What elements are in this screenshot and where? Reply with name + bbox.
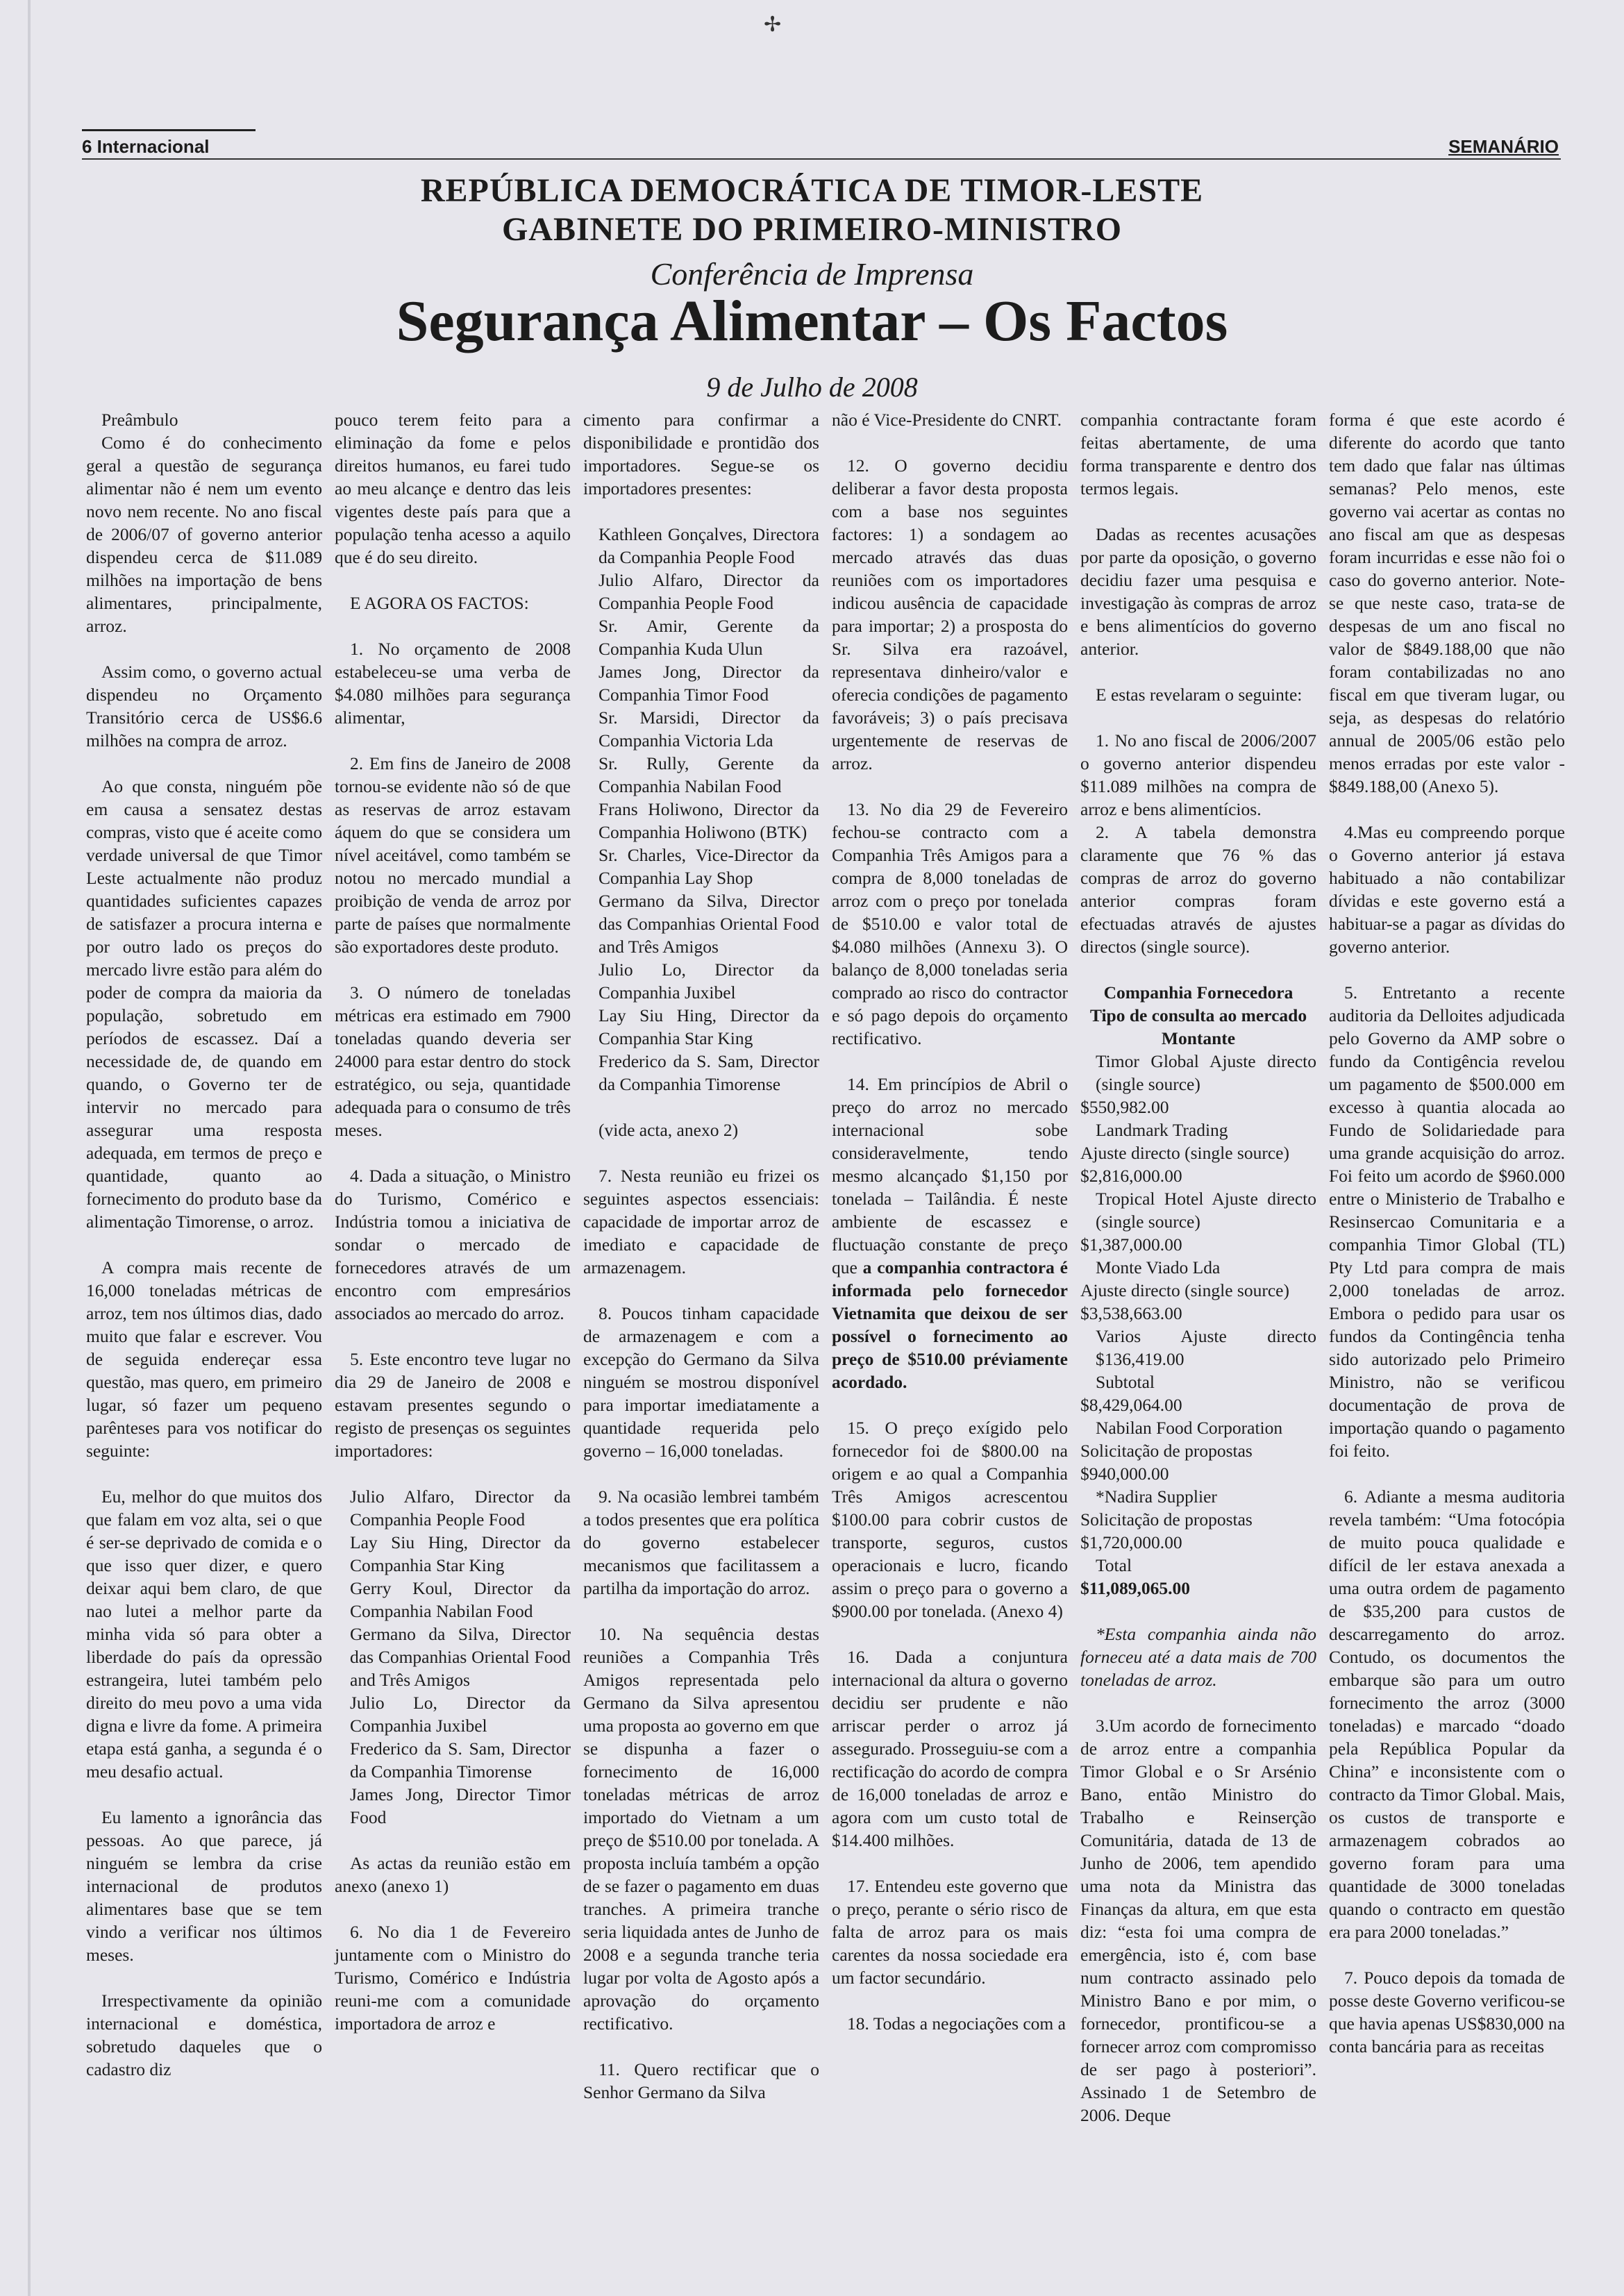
- paragraph: Dadas as recentes acusações por parte da oposição, o governo decidiu fazer uma pesquisa e investigação às compras de arroz e bens alimentícios do governo anterior.: [1080, 524, 1316, 659]
- section-label: 6 Internacional: [82, 136, 210, 157]
- paragraph: 8. Poucos tinham capacidade de armazenagem e com a excepção do Germano da Silva ninguém se mostrou disponível para importar imediatamente a quantidade requerida pelo governo – 16,000 toneladas.: [583, 1303, 819, 1461]
- table-total: $11,089,065.00: [1080, 1578, 1190, 1598]
- list-item: Julio Alfaro, Director da Companhia People Food: [598, 570, 819, 613]
- list-item: Frederico da S. Sam, Director da Companhia Timorense: [350, 1738, 571, 1782]
- table-row: Timor Global Ajuste directo (single source): [1096, 1051, 1316, 1094]
- column-4: [832, 408, 1068, 2035]
- table-header: Tipo de consulta ao mercado: [1089, 1005, 1307, 1025]
- list-item: Sr. Charles, Vice-Director da Companhia Lay Shop: [598, 845, 819, 888]
- paragraph: 2. Em fins de Janeiro de 2008 tornou-se evidente não só de que as reservas de arroz estavam áquem do que se considera um nível aceitável, como também se notou no mercado mundial a proibição de venda de arroz por parte de países que normalmente são exportadores deste produto.: [335, 753, 571, 957]
- table-row: $1,387,000.00: [1080, 1234, 1182, 1255]
- paragraph: 4.Mas eu compreendo porque o Governo anterior já estava habituado a não contabilizar dívidas e este governo está a habituar-se a pagar as dívidas do governo anterior.: [1329, 822, 1565, 957]
- list-item: James Jong, Director da Companhia Timor Food: [598, 662, 819, 705]
- table-row: *Nadira Supplier: [1096, 1486, 1217, 1507]
- list-item: Sr. Rully, Gerente da Companhia Nabilan Food: [598, 753, 819, 796]
- paragraph: (vide acta, anexo 2): [598, 1120, 739, 1140]
- list-item: Julio Alfaro, Director da Companhia People Food: [350, 1486, 571, 1530]
- press-date: 9 de Julho de 2008: [706, 371, 918, 403]
- list-item: Julio Lo, Director da Companhia Juxibel: [350, 1693, 571, 1736]
- newspaper-name: SEMANÁRIO: [1448, 136, 1559, 157]
- table-row: Tropical Hotel Ajuste directo (single source): [1096, 1189, 1316, 1232]
- crest-icon: ✢: [764, 13, 782, 36]
- table-row: Monte Viado Lda: [1096, 1257, 1221, 1277]
- preamble-heading: Preâmbulo: [101, 410, 178, 430]
- list-item: Julio Lo, Director da Companhia Juxibel: [598, 960, 819, 1003]
- paragraph: 12. O governo decidiu deliberar a favor desta proposta com a base nos seguintes factores: 1) a sondagem ao mercado através das duas reuniões com os importadores indicou ausência de capacidade para importar; 2) a prosposta do Sr. Silva era razoável, representava dinheiro/valor e oferecia condições de pagamento favoráveis; 3) o país precisava urgentemente de reservas de arroz.: [832, 455, 1068, 773]
- table-row: Ajuste directo (single source): [1080, 1280, 1289, 1300]
- republic-title: REPÚBLICA DEMOCRÁTICA DE TIMOR-LESTE: [420, 172, 1204, 209]
- paragraph: Eu lamento a ignorância das pessoas. Ao que parece, já ninguém se lembra da crise internacional de produtos alimentares base que se tem vindo a verificar nos últimos meses.: [86, 1807, 322, 1965]
- paragraph: 2. A tabela demonstra claramente que 76 % das compras de arroz do governo anterior compras foram efectuadas através de ajustes directos (single source).: [1080, 822, 1316, 957]
- paragraph: 16. Dada a conjuntura internacional da altura o governo decidiu ser prudente e não arriscar perder o arroz já assegurado. Prosseguiu-se com a rectificação do acordo de compra de 16,000 toneladas de arroz e agora com um custo total de $14.400 milhões.: [832, 1647, 1068, 1850]
- paragraph: Assim como, o governo actual dispendeu no Orçamento Transitório cerca de US$6.6 milhões na compra de arroz.: [86, 662, 322, 751]
- paragraph: 13. No dia 29 de Fevereiro fechou-se contracto com a Companhia Três Amigos para a compra de 8,000 toneladas de arroz com o preço por tonelada de $510.00 e valor total de $4.080 milhões (Annexu 3). O balanço de 8,000 toneladas seria comprado ao risco do contractor e só pago depois do orçamento rectificativo.: [832, 799, 1068, 1048]
- paragraph: 3.Um acordo de fornecimento de arroz entre a companhia Timor Global e o Sr Arsénio Bano, então Ministro do Trabalho e Reinserção Comunitária, datada de 13 de Junho de 2006, tem apendido uma nota da Ministra das Finanças da altura, em que esta diz: “esta foi uma compra de emergência, isto é, com base num contracto assinado pelo Ministro Bano e por mim, o fornecedor, prontificou-se a fornecer arroz com compromisso de ser pago à posteriori”. Assinado 1 de Setembro de 2006. Deque: [1080, 1716, 1316, 2125]
- list-item: Gerry Koul, Director da Companhia Nabilan Food: [350, 1578, 571, 1621]
- table-row: Solicitação de propostas: [1080, 1509, 1253, 1530]
- header-rule-short: [82, 129, 256, 131]
- paragraph: A compra mais recente de 16,000 toneladas métricas de arroz, tem nos últimos dias, dado muito que falar e escrever. Vou de seguida endereçar essa questão, mas quero, em primeiro lugar, só fazer um pequeno parênteses para vos notificar do seguinte:: [86, 1257, 322, 1461]
- paragraph-text: 14. Em princípios de Abril o preço do arroz no mercado internacional sobe consideravelmente, tendo mesmo alcançado $1,150 por tonelada – Tailândia. É neste ambiente de escassez e fluctuação constante de preço que: [832, 1074, 1068, 1277]
- paragraph: companhia contractante foram feitas abertamente, de uma forma transparente e dentro dos termos legais.: [1080, 410, 1316, 498]
- list-item: Germano da Silva, Director das Companhias Oriental Food and Três Amigos: [350, 1624, 571, 1690]
- paragraph: E estas revelaram o seguinte:: [1096, 685, 1303, 705]
- table-row: Nabilan Food Corporation: [1096, 1418, 1283, 1438]
- list-item: James Jong, Director Timor Food: [350, 1784, 571, 1827]
- paragraph: Irrespectivamente da opinião internacional e doméstica, sobretudo daqueles que o cadastro diz: [86, 1991, 322, 2079]
- paragraph: pouco terem feito para a eliminação da fome e pelos direitos humanos, eu farei tudo ao meu alcançe e dentro das leis vigentes deste país para que a população tenha acesso a aquilo que é do seu direito.: [335, 410, 571, 567]
- paragraph: Eu, melhor do que muitos dos que falam em voz alta, sei o que é ser-se deprivado de comida e o que isso quer dizer, e quero deixar aqui bem claro, de que nao lutei a melhor parte da minha vida só para obter a liberdade do país da opressão estrangeira, lutei também pelo direito do meu povo a uma vida digna e livre da fome. A primeira etapa está ganha, a segunda é o meu desafio actual.: [86, 1486, 322, 1782]
- table-row: Landmark Trading: [1096, 1120, 1228, 1140]
- list-item: Kathleen Gonçalves, Directora da Companhia People Food: [598, 524, 819, 567]
- column-5: [1080, 408, 1316, 2127]
- table-row: $940,000.00: [1080, 1464, 1169, 1484]
- paragraph: 7. Pouco depois da tomada de posse deste Governo verificou-se que havia apenas US$830,000 na conta bancária para as receitas: [1329, 1968, 1565, 2056]
- table-row: $1,720,000.00: [1080, 1532, 1182, 1552]
- table-row: $2,816,000.00: [1080, 1166, 1182, 1186]
- list-item: Frederico da S. Sam, Director da Companhia Timorense: [598, 1051, 819, 1094]
- cabinet-title: GABINETE DO PRIMEIRO-MINISTRO: [501, 211, 1123, 248]
- table-row: $8,429,064.00: [1080, 1395, 1182, 1415]
- paragraph: 9. Na ocasião lembrei também a todos presentes que era política do governo estabelecer mecanismos que facilitassem a partilha da importação do arroz.: [583, 1486, 819, 1598]
- column-2: [335, 408, 571, 2035]
- paragraph: 1. No orçamento de 2008 estabeleceu-se uma verba de $4.080 milhões para segurança alimentar,: [335, 639, 571, 728]
- table-row: Subtotal: [1096, 1372, 1155, 1392]
- attendee-list: [583, 523, 819, 1096]
- paragraph: forma é que este acordo é diferente do acordo que tanto tem dado que falar nas últimas semanas? Pelo menos, este governo vai acertar as contas no ano fiscal am que as despesas foram incurridas e esse não foi o caso do governo anterior. Note-se que neste caso, trata-se de despesas de um ano fiscal no valor de $849.188,00 que não foram contabilizadas no ano fiscal em que tiveram lugar, ou seja, as despesas do relatório annual de 2005/06 estão pelo menos erradas por este valor - $849.188,00 (Anexo 5).: [1329, 410, 1565, 796]
- paragraph: 5. Entretanto a recente auditoria da Delloites adjudicada pelo Governo da AMP sobre o fundo da Contigência revelou um pagamento de $500.000 em excesso à quantia alocada ao Fundo de Solidariedade para uma grande acquisição do arroz. Foi feito um acordo de $960.000 entre o Ministerio de Trabalho e Resinsercao Comunitaria e a companhia Timor Global (TL) Pty Ltd para compra de mais 2,000 toneladas de arroz. Embora o pedido para usar os fundos da Contingência tenha sido autorizado pelo Primeiro Ministro, não se verificou documentação de prova de importação quando o pagamento foi feito.: [1329, 982, 1565, 1461]
- list-item: Lay Siu Hing, Director da Companhia Star King: [598, 1005, 819, 1048]
- paragraph: 17. Entendeu este governo que o preço, perante o sério risco de falta de arroz para os mais carentes da nossa sociedade era um factor secundário.: [832, 1876, 1068, 1988]
- list-item: Lay Siu Hing, Director da Companhia Star King: [350, 1532, 571, 1575]
- column-3: [583, 408, 819, 2104]
- paragraph: 15. O preço exígido pelo fornecedor foi de $800.00 na origem e ao qual a Companhia Três Amigos acrescentou $100.00 para cobrir custos de transporte, seguros, custos operacionais e lucro, ficando assim o preço para o governo a $900.00 por tonelada. (Anexo 4): [832, 1418, 1068, 1621]
- paragraph: 10. Na sequência destas reuniões a Companhia Três Amigos representada pelo Germano da Silva apresentou uma proposta ao governo em que se dispunha a fazer o fornecimento de 16,000 toneladas métricas de arroz importado do Vietnam a um preço de $510.00 por tonelada. A proposta incluía também a opção de se fazer o pagamento em duas tranches. A primeira tranche seria liquidada antes de Junho de 2008 e a segunda tranche teria lugar por volta de Agosto após a aprovação do orçamento rectificativo.: [583, 1624, 819, 2034]
- paragraph: As actas da reunião estão em anexo (anexo 1): [335, 1853, 571, 1896]
- paragraph: 4. Dada a situação, o Ministro do Turismo, Comérico e Indústria tomou a iniciativa de sondar o mercado de fornecedores através de um encontro com empresários associados ao mercado do arroz.: [335, 1166, 571, 1323]
- table-header: Companhia Fornecedora: [1103, 982, 1294, 1003]
- attendee-list: [335, 1485, 571, 1829]
- table-row: Ajuste directo (single source): [1080, 1143, 1289, 1163]
- emphasis-text: a companhia contractora é informada pelo fornecedor Vietnamita que deixou de ser possível o fornecimento ao preço de $510.00 préviamente acordado.: [832, 1257, 1069, 1392]
- paragraph: 18. Todas a negociações com a: [847, 2013, 1066, 2034]
- column-1: [86, 408, 322, 2081]
- table-header: Montante: [1161, 1028, 1236, 1048]
- table-note: *Esta companhia ainda não forneceu até a data mais de 700 toneladas de arroz.: [1080, 1624, 1316, 1690]
- table-row: $550,982.00: [1080, 1097, 1169, 1117]
- paragraph: 11. Quero rectificar que o Senhor Germano da Silva: [583, 2059, 819, 2102]
- paragraph: 7. Nesta reunião eu frizei os seguintes aspectos essenciais: capacidade de importar arroz de imediato e capacidade de armazenagem.: [583, 1166, 819, 1277]
- article-columns: [86, 408, 1572, 2269]
- header-rule: [82, 158, 1561, 160]
- paragraph: Como é do conhecimento geral a questão de segurança alimentar não é nem um evento novo nem recente. No ano fiscal de 2006/07 of governo anterior dispendeu cerca de $11.089 milhões na importação de bens alimentares, principalmente, arroz.: [86, 433, 322, 636]
- table-row: Varios Ajuste directo $136,419.00: [1096, 1326, 1316, 1369]
- paragraph: 5. Este encontro teve lugar no dia 29 de Janeiro de 2008 e estavam presentes segundo o registo de presenças os seguintes importadores:: [335, 1349, 571, 1461]
- purchases-table: [1080, 981, 1316, 1600]
- paragraph: 3. O número de toneladas métricas era estimado em 7900 toneladas quando deveria ser 24000 para estar dentro do stock estratégico, ou seja, quantidade adequada para o consumo de três meses.: [335, 982, 571, 1140]
- conference-subtitle: Conferência de Imprensa: [650, 256, 974, 292]
- headline: Segurança Alimentar – Os Factos: [396, 289, 1228, 353]
- paragraph: [832, 1073, 1068, 1393]
- table-row: $3,538,663.00: [1080, 1303, 1182, 1323]
- table-rows: [1080, 1050, 1316, 1600]
- list-item: Sr. Marsidi, Director da Companhia Victoria Lda: [598, 707, 819, 751]
- table-row: Total: [1096, 1555, 1132, 1575]
- list-item: Germano da Silva, Director das Companhias Oriental Food and Três Amigos: [598, 891, 819, 957]
- paragraph: Ao que consta, ninguém põe em causa a sensatez destas compras, visto que é aceite como verdade universal de que Timor Leste actualmente não produz quantidades suficientes capazes de satisfazer a procura interna e por outro lado os preços do mercado livre estão para além do poder de compra da maioria da população, sobretudo em períodos de escassez. Daí a necessidade de, de quando em quando, o Governo ter de intervir no mercado para assegurar uma resposta adequada, em termos de preço e quantidade, quanto ao fornecimento do produto base da alimentação Timorense, o arroz.: [86, 776, 322, 1232]
- list-item: Frans Holiwono, Director da Companhia Holiwono (BTK): [598, 799, 819, 842]
- paragraph: 1. No ano fiscal de 2006/2007 o governo anterior dispendeu $11.089 milhões na compra de arroz e bens alimentícios.: [1080, 730, 1316, 819]
- paragraph: cimento para confirmar a disponibilidade e prontidão dos importadores. Segue-se os importadores presentes:: [583, 410, 819, 498]
- paragraph: 6. Adiante a mesma auditoria revela também: “Uma fotocópia de muito pouca qualidade e difícil de ler estava anexada a uma outra ordem de pagamento de $35,200 para custos de descarregamento do arroz. Contudo, os documentos the embarque são para um outro fornecimento the arroz (3000 toneladas) e marcado “doado pela República Popular da China” e inconsistente com o contracto da Timor Global. Mais, os custos de transporte e armazenagem cobrados ao governo foram para uma quantidade de 3000 toneladas quando o contracto em questão era para 2000 toneladas.”: [1329, 1486, 1565, 1942]
- table-row: Solicitação de propostas: [1080, 1441, 1253, 1461]
- paragraph: não é Vice-Presidente do CNRT.: [832, 410, 1062, 430]
- paragraph: 6. No dia 1 de Fevereiro juntamente com o Ministro do Turismo, Comérico e Indústria reuni-me com a comunidade importadora de arroz e: [335, 1922, 571, 2034]
- facts-heading: E AGORA OS FACTOS:: [350, 593, 529, 613]
- list-item: Sr. Amir, Gerente da Companhia Kuda Ulun: [598, 616, 819, 659]
- column-6: [1329, 408, 1565, 2058]
